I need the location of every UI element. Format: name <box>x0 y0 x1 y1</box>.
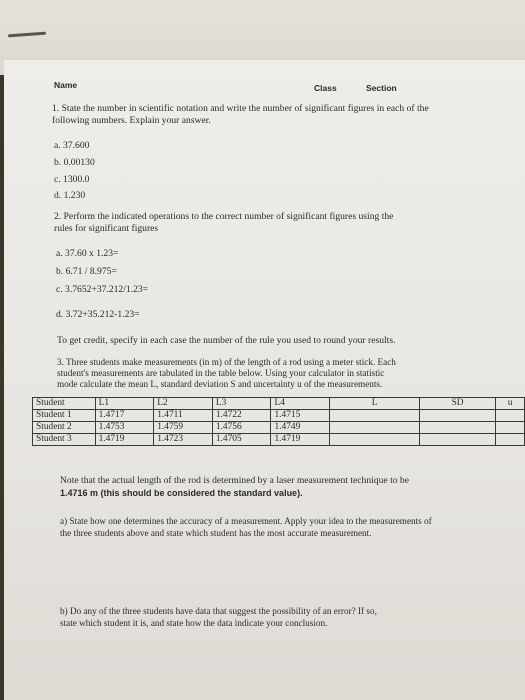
q1-prompt-line1: 1. State the number in scientific notation and write the number of significant figures in each of the <box>52 103 429 114</box>
q2-item-a: a. 37.60 x 1.23= <box>56 248 119 259</box>
table-row <box>33 434 525 446</box>
table-cell: 1.4715 <box>271 410 330 422</box>
note-line1: Note that the actual length of the rod is determined by a laser measurement technique to be <box>60 475 409 486</box>
table-cell: Student 2 <box>33 422 96 434</box>
table-header-cell: Student <box>33 398 96 410</box>
q2-prompt-line2: rules for significant figures <box>54 223 159 234</box>
table-header-cell <box>330 398 420 410</box>
q1-item-a: a. 37.600 <box>54 140 90 151</box>
table-cell[interactable] <box>330 434 420 446</box>
table-cell: 1.4719 <box>271 434 330 446</box>
q3a-line1: a) State how one determines the accuracy of a measurement. Apply your idea to the measurements of <box>60 516 432 526</box>
table-cell: 1.4717 <box>95 410 154 422</box>
q3b-line2: state which student it is, and state how the data indicate your conclusion. <box>60 618 328 628</box>
table-cell[interactable] <box>496 410 525 422</box>
table-cell: 1.4723 <box>154 434 213 446</box>
table-cell: 1.4749 <box>271 422 330 434</box>
table-cell: 1.4705 <box>212 434 271 446</box>
table-cell[interactable] <box>496 434 525 446</box>
table-cell: 1.4759 <box>154 422 213 434</box>
table-header-cell: L4 <box>271 398 330 410</box>
table-row <box>33 422 525 434</box>
q3-prompt-line2: student's measurements are tabulated in the table below. Using your calculator in statistic <box>57 368 385 378</box>
mean-symbol: $\overline{L}$ <box>371 398 378 408</box>
q2-prompt-line1: 2. Perform the indicated operations to the correct number of significant figures using the <box>54 211 394 222</box>
q1-item-d: d. 1.230 <box>54 190 86 201</box>
q2-item-c: c. 3.7652+37.212/1.23= <box>56 284 149 295</box>
table-cell[interactable] <box>420 410 496 422</box>
table-cell[interactable] <box>420 434 496 446</box>
table-cell: Student 1 <box>33 410 96 422</box>
worksheet-page <box>4 60 525 700</box>
q2-item-b: b. 6.71 / 8.975= <box>56 266 117 277</box>
table-cell: 1.4756 <box>212 422 271 434</box>
q3b-line1: b) Do any of the three students have data that suggest the possibility of an error? If so, <box>60 606 377 616</box>
section-label: Section <box>366 83 397 93</box>
table-cell[interactable] <box>330 410 420 422</box>
q1-item-b: b. 0.00130 <box>54 157 95 168</box>
table-cell: Student 3 <box>33 434 96 446</box>
q3-prompt-line3: mode calculate the mean L, standard deviation S and uncertainty u of the measurements. <box>57 379 383 389</box>
table-row <box>33 410 525 422</box>
table-header-cell: L2 <box>154 398 213 410</box>
q2-item-d: d. 3.72+35.212-1.23= <box>56 309 140 320</box>
table-header-cell: L1 <box>95 398 154 410</box>
name-label: Name <box>54 80 78 90</box>
table-header-cell: u <box>496 398 525 410</box>
q1-prompt-line2: following numbers. Explain your answer. <box>52 115 211 126</box>
measurement-table <box>32 397 525 446</box>
table-cell[interactable] <box>420 422 496 434</box>
table-cell: 1.4711 <box>154 410 213 422</box>
q3-prompt-line1: 3. Three students make measurements (in m) of the length of a rod using a meter stick. Each <box>57 357 396 367</box>
q2-credit-note: To get credit, specify in each case the number of the rule you used to round your results. <box>57 335 396 346</box>
class-label: Class <box>314 83 337 93</box>
table-cell[interactable] <box>496 422 525 434</box>
table-cell[interactable] <box>330 422 420 434</box>
q1-item-c: c. 1300.0 <box>54 174 90 185</box>
note-line2-standard-value: 1.4716 m (this should be considered the standard value). <box>60 488 303 498</box>
table-cell: 1.4719 <box>95 434 154 446</box>
table-header-cell: SD <box>420 398 496 410</box>
table-header-cell: L3 <box>212 398 271 410</box>
table-cell: 1.4722 <box>212 410 271 422</box>
q3a-line2: the three students above and state which student has the most accurate measurement. <box>60 528 372 538</box>
table-cell: 1.4753 <box>95 422 154 434</box>
table-header-row <box>33 398 525 410</box>
